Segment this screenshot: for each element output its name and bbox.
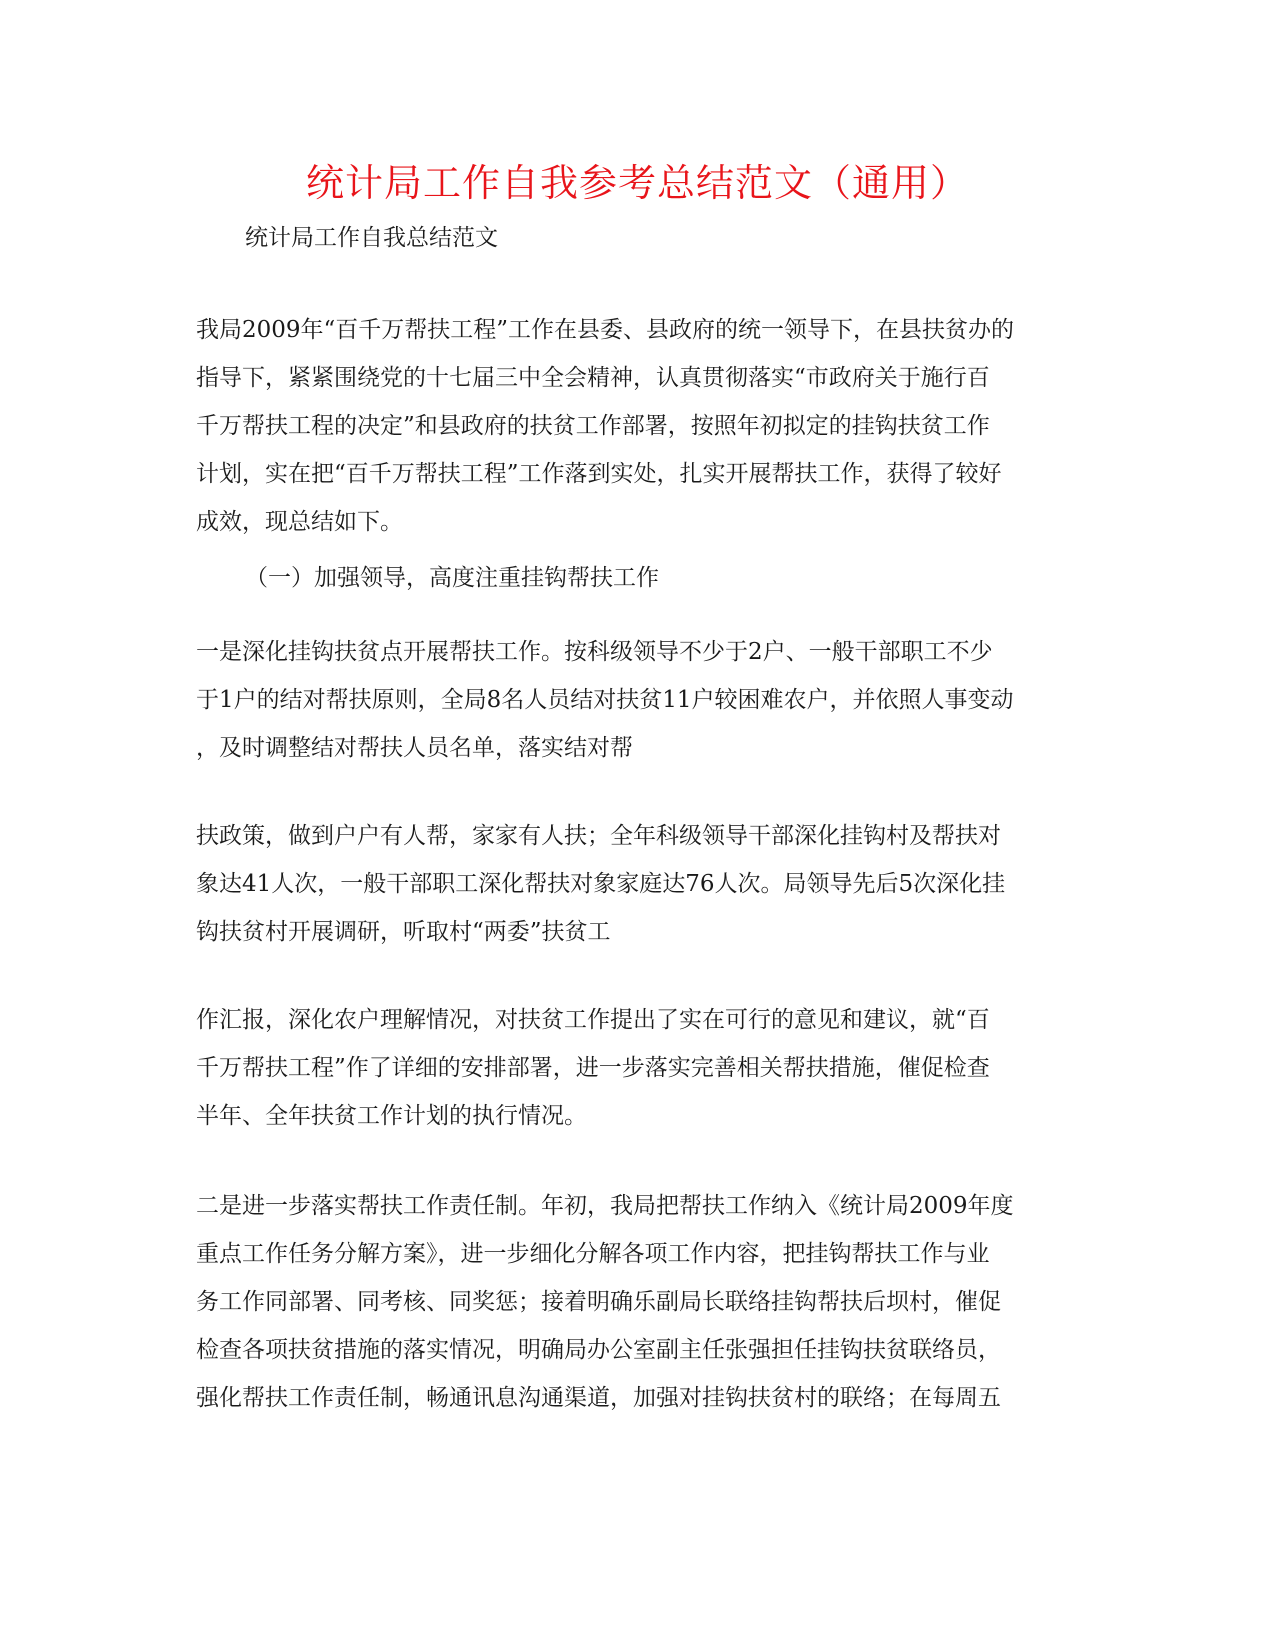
text-line: ，及时调整结对帮扶人员名单，落实结对帮 [196,735,633,761]
text-line: 半年、全年扶贫工作计划的执行情况。 [196,1103,587,1129]
text-line: 计划，实在把“百千万帮扶工程”工作落到实处，扎实开展帮扶工作，获得了较好 [196,461,1002,487]
text-line: 二是进一步落实帮扶工作责任制。年初，我局把帮扶工作纳入《统计局2009年度 [196,1193,1014,1219]
paragraph-pairing [196,628,1076,772]
text-line: 重点工作任务分解方案》，进一步细化分解各项工作内容，把挂钩帮扶工作与业 [196,1241,990,1267]
paragraph-policy [196,812,1076,956]
document-subtitle: 统计局工作自我总结范文 [245,225,498,251]
text-line: 千万帮扶工程的决定”和县政府的扶贫工作部署，按照年初拟定的挂钩扶贫工作 [196,413,990,439]
text-line: 扶政策，做到户户有人帮，家家有人扶；全年科级领导干部深化挂钩村及帮扶对 [196,823,1001,849]
text-line: 务工作同部署、同考核、同奖惩；接着明确乐副局长联络挂钩帮扶后坝村，催促 [196,1289,1001,1315]
text-line: 一是深化挂钩扶贫点开展帮扶工作。按科级领导不少于2户、一般干部职工不少 [196,639,993,665]
paragraph-intro [196,306,1076,546]
section-heading: （一）加强领导，高度注重挂钩帮扶工作 [245,565,659,591]
document-title: 统计局工作自我参考总结范文（通用） [305,161,969,205]
text-line: 指导下，紧紧围绕党的十七届三中全会精神，认真贯彻落实“市政府关于施行百 [196,365,990,391]
text-line: 钩扶贫村开展调研，听取村“两委”扶贫工 [196,919,611,945]
text-line: 千万帮扶工程”作了详细的安排部署，进一步落实完善相关帮扶措施，催促检查 [196,1055,990,1081]
text-line: 于1户的结对帮扶原则，全局8名人员结对扶贫11户较困难农户，并依照人事变动 [196,687,1014,713]
text-line: 我局2009年“百千万帮扶工程”工作在县委、县政府的统一领导下，在县扶贫办的 [196,317,1015,343]
text-line: 强化帮扶工作责任制，畅通讯息沟通渠道，加强对挂钩扶贫村的联络；在每周五 [196,1385,1001,1411]
paragraph-report [196,996,1076,1140]
paragraph-responsibility [196,1182,1076,1422]
text-line: 作汇报，深化农户理解情况，对扶贫工作提出了实在可行的意见和建议，就“百 [196,1007,990,1033]
text-line: 检查各项扶贫措施的落实情况，明确局办公室副主任张强担任挂钩扶贫联络员， [196,1337,1001,1363]
text-line: 象达41人次，一般干部职工深化帮扶对象家庭达76人次。局领导先后5次深化挂 [196,871,1006,897]
text-line: 成效，现总结如下。 [196,509,403,535]
